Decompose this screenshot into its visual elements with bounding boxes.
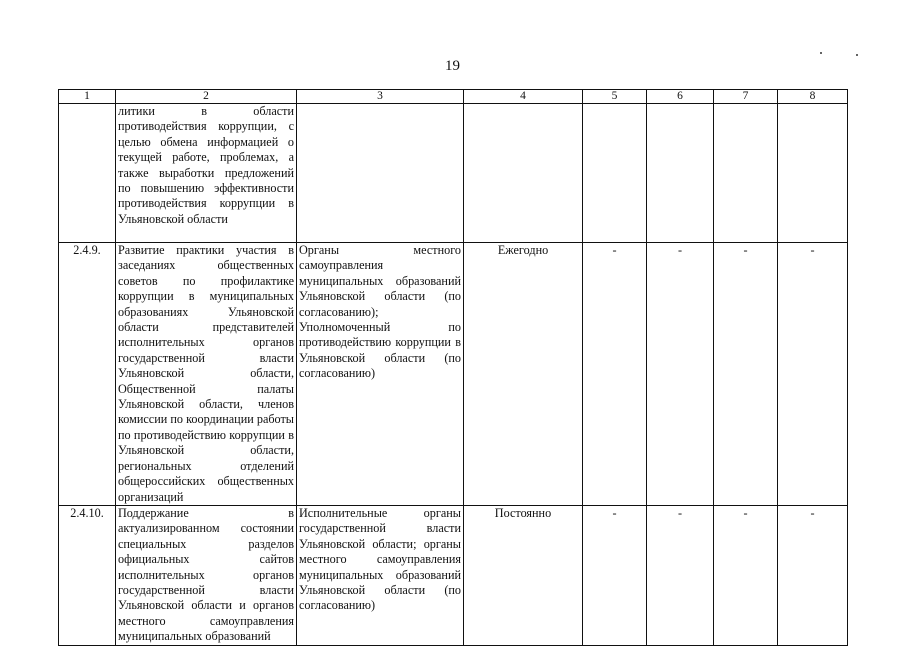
row-description: Поддержание в актуализированном состоянии специальных разделов официальных сайтов исполнительных органов государственной власти Ульяновской области и органов местного самоуправления муниципальных образований — [116, 505, 297, 645]
table-row — [59, 505, 848, 645]
row-period — [464, 104, 583, 243]
row-col7: - — [714, 243, 778, 506]
row-col6: - — [647, 243, 714, 506]
column-header: 2 — [116, 90, 297, 104]
measures-table — [58, 89, 848, 646]
column-header: 6 — [647, 90, 714, 104]
column-header: 4 — [464, 90, 583, 104]
row-col5: - — [583, 505, 647, 645]
column-header: 1 — [59, 90, 116, 104]
table-row — [59, 243, 848, 506]
page-number: 19 — [445, 58, 460, 74]
row-period: Ежегодно — [464, 243, 583, 506]
column-header: 8 — [778, 90, 848, 104]
scan-speck — [820, 52, 822, 54]
row-col8: - — [778, 243, 848, 506]
row-number: 2.4.9. — [59, 243, 116, 506]
row-col5 — [583, 104, 647, 243]
row-col8: - — [778, 505, 848, 645]
row-col5: - — [583, 243, 647, 506]
row-number: 2.4.10. — [59, 505, 116, 645]
scan-speck — [856, 54, 858, 56]
table-row — [59, 104, 848, 243]
row-col6 — [647, 104, 714, 243]
row-executors — [297, 104, 464, 243]
row-description: литики в области противодействия коррупции, с целью обмена информацией о текущей работе, проблемах, а также выработки предложений по повышению эффективности противодействия коррупции в Ульяновской области — [116, 104, 297, 243]
row-col7: - — [714, 505, 778, 645]
column-header: 7 — [714, 90, 778, 104]
row-number — [59, 104, 116, 243]
row-col8 — [778, 104, 848, 243]
row-executors: Органы местного самоуправления муниципальных образований Ульяновской области (по согласованию); Уполномоченный по противодействию коррупции в Ульяновской области (по согласованию) — [297, 243, 464, 506]
row-description: Развитие практики участия в заседаниях общественных советов по профилактике коррупции в муниципальных образованиях Ульяновской области представителей исполнительных органов государственной власти Ульяновской области, Общественной палаты Ульяновской области, членов комиссии по координации работы по противодействию коррупции в Ульяновской области, региональных отделений общероссийских общественных организаций — [116, 243, 297, 506]
row-col7 — [714, 104, 778, 243]
row-executors: Исполнительные органы государственной власти Ульяновской области; органы местного самоуправления муниципальных образований Ульяновской области (по согласованию) — [297, 505, 464, 645]
column-header: 3 — [297, 90, 464, 104]
row-period: Постоянно — [464, 505, 583, 645]
row-col6: - — [647, 505, 714, 645]
table-header-row — [59, 90, 848, 104]
column-header: 5 — [583, 90, 647, 104]
